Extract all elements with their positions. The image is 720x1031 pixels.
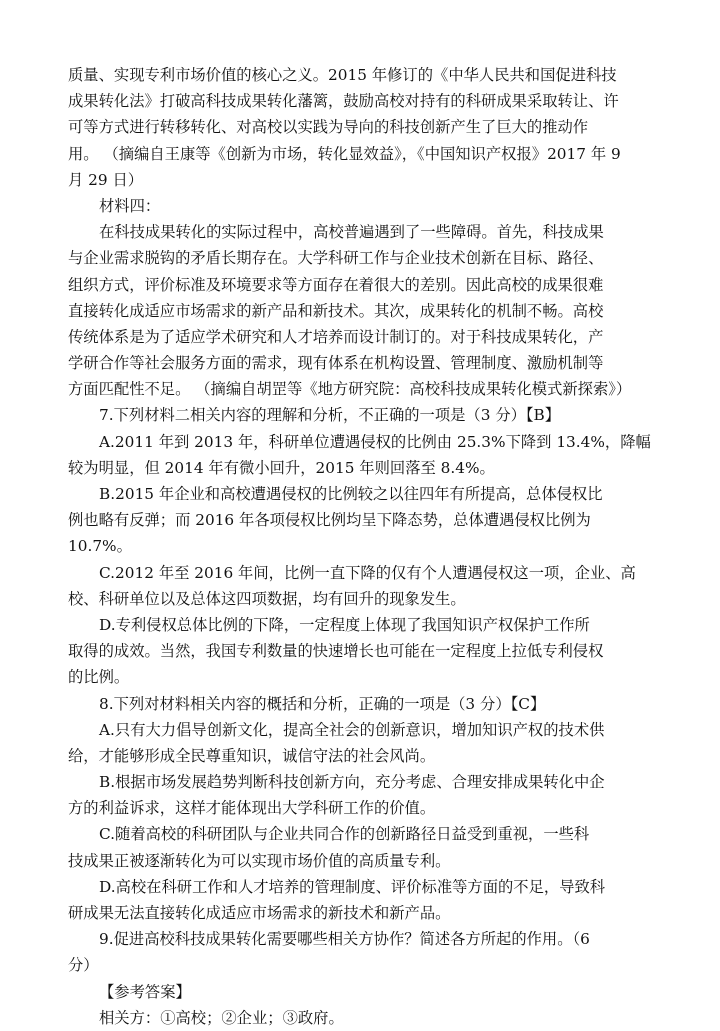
text-line: 学研合作等社会服务方面的需求，现有体系在机构设置、管理制度、激励机制等 — [68, 354, 604, 373]
option-line: 给，才能够形成全民尊重知识，诚信守法的社会风尚。 — [68, 746, 436, 765]
text-line: 传统体系是为了适应学术研究和人才培养而设计制订的。对于科技成果转化，产 — [68, 327, 604, 346]
option-line: A.2011 年到 2013 年，科研单位遭遇侵权的比例由 25.3%下降到 13.4%，降幅 — [99, 432, 651, 451]
question-8: 8.下列对材料相关内容的概括和分析，正确的一项是（3 分）【C】 — [99, 694, 546, 713]
question-9: 9.促进高校科技成果转化需要哪些相关方协作？简述各方所起的作用。（6 — [99, 930, 590, 949]
text-line: 直接转化成适应市场需求的新产品和新技术。其次，成果转化的机制不畅。高校 — [68, 301, 604, 320]
option-line: D.专利侵权总体比例的下降，一定程度上体现了我国知识产权保护工作所 — [99, 615, 590, 634]
option-line: A.只有大力倡导创新文化，提高全社会的创新意识，增加知识产权的技术供 — [99, 720, 605, 739]
text-line: 成果转化法》打破高科技成果转化藩篱，鼓励高校对持有的科研成果采取转让、许 — [68, 92, 619, 111]
text-line: 在科技成果转化的实际过程中，高校普遍遇到了一些障碍。首先，科技成果 — [99, 223, 604, 242]
option-line: B.2015 年企业和高校遭遇侵权的比例较之以往四年有所提高，总体侵权比 — [99, 485, 603, 503]
option-line: C.随着高校的科研团队与企业共同合作的创新路径日益受到重视，一些科 — [99, 825, 590, 844]
text-line: 与企业需求脱钩的矛盾长期存在。大学科研工作与企业技术创新在目标、路径、 — [68, 249, 604, 268]
text-line: 质量、实现专利市场价值的核心之义。2015 年修订的《中华人民共和国促进科技 — [68, 66, 617, 84]
option-line: 取得的成效。当然，我国专利数量的快速增长也可能在一定程度上拉低专利侵权 — [68, 642, 604, 661]
option-line: 校、科研单位以及总体这四项数据，均有回升的现象发生。 — [68, 589, 466, 608]
option-line: D.高校在科研工作和人才培养的管理制度、评价标准等方面的不足，导致科 — [99, 877, 606, 896]
text-line: 月 29 日） — [68, 170, 144, 189]
option-line: 10.7%。 — [68, 537, 132, 556]
answer-heading: 【参考答案】 — [99, 982, 191, 1001]
option-line: 的比例。 — [68, 668, 130, 687]
option-line: 研成果无法直接转化成适应市场需求的新技术和新产品。 — [68, 904, 451, 922]
text-line: 分） — [68, 956, 99, 975]
option-line: C.2012 年至 2016 年间，比例一直下降的仅有个人遭遇侵权这一项，企业、高 — [99, 563, 636, 582]
answer-line: 相关方：①高校；②企业；③政府。 — [99, 1008, 344, 1027]
option-line: B.根据市场发展趋势判断科技创新方向，充分考虑、合理安排成果转化中企 — [99, 773, 605, 792]
text-line: 组织方式，评价标准及环境要求等方面存在着很大的差别。因此高校的成果很难 — [68, 275, 604, 294]
option-line: 技成果正被逐渐转化为可以实现市场价值的高质量专利。 — [68, 851, 451, 870]
text-line: 可等方式进行转移转化、对高校以实践为导向的科技创新产生了巨大的推动作 — [68, 118, 589, 137]
question-7: 7.下列材料二相关内容的理解和分析，不正确的一项是（3 分）【B】 — [99, 406, 561, 425]
section-heading: 材料四： — [99, 196, 161, 215]
document-body — [68, 62, 656, 1031]
option-line: 例也略有反弹；而 2016 年各项侵权比例均呈下降态势，总体遭遇侵权比例为 — [68, 511, 591, 530]
text-line: 方面匹配性不足。 （摘编自胡罡等《地方研究院：高校科技成果转化模式新探索》） — [68, 380, 632, 399]
option-line: 方的利益诉求，这样才能体现出大学科研工作的价值。 — [68, 799, 436, 818]
option-line: 较为明显，但 2014 年有微小回升，2015 年则回落至 8.4%。 — [68, 458, 495, 477]
text-line: 用。 （摘编自王康等《创新为市场，转化显效益》，《中国知识产权报》2017 年 9 — [68, 144, 621, 163]
